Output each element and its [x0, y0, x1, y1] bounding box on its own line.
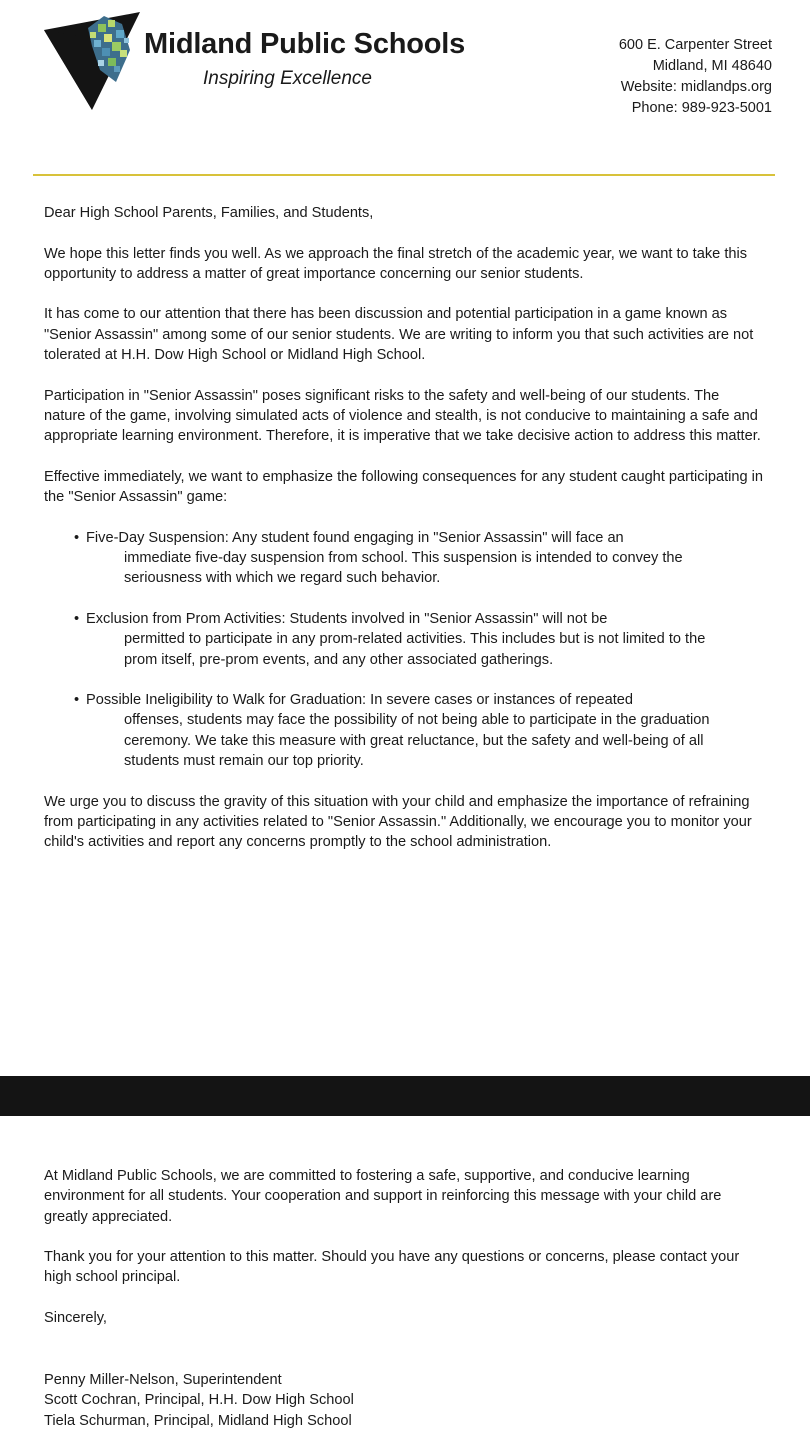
bullet-rest: immediate five-day suspension from school. This suspension is intended to convey the seriousness with which we regard such behavior.	[124, 550, 683, 587]
address-website: Website: midlandps.org	[620, 79, 772, 95]
address-city: Midland, MI 48640	[652, 58, 772, 74]
bullet-first-line: Possible Ineligibility to Walk for Graduation: In severe cases or instances of repeated	[86, 692, 634, 709]
bullet-first-line: Exclusion from Prom Activities: Students involved in "Senior Assassin" will not be	[86, 610, 608, 627]
list-item	[44, 528, 764, 589]
signatory-midland-principal: Tiela Schurman, Principal, Midland High School	[44, 1412, 352, 1429]
signature-block	[44, 1370, 354, 1431]
bullet-rest: offenses, students may face the possibility of not being able to participate in the graduation ceremony. We take this measure with great reluctance, but the safety and well-being of all students must remain our top priority.	[124, 712, 710, 770]
page-break-bar	[0, 1076, 810, 1116]
district-address-block	[619, 35, 772, 119]
paragraph-intro: We hope this letter finds you well. As we approach the final stretch of the academic year, we want to take this opportunity to address a matter of great importance concerning our senior students.	[44, 245, 748, 282]
paragraph-closing: We urge you to discuss the gravity of this situation with your child and emphasize the importance of refraining from participating in any activities related to "Senior Assassin." Additionally, we encourage you to monitor your child's activities and report any concerns promptly to the school administration.	[44, 793, 752, 851]
address-street: 600 E. Carpenter Street	[618, 37, 772, 53]
bullet-icon: •	[74, 529, 80, 546]
bullet-icon: •	[74, 692, 80, 709]
district-name: Midland Public Schools	[144, 28, 466, 60]
list-item	[44, 690, 764, 771]
paragraph-thanks: Thank you for your attention to this matter. Should you have any questions or concerns, please contact your high school principal.	[44, 1249, 740, 1286]
bullet-first-line: Five-Day Suspension: Any student found engaging in "Senior Assassin" will face an	[86, 529, 624, 546]
salutation: Dear High School Parents, Families, and Students,	[44, 205, 374, 221]
signatory-superintendent: Penny Miller-Nelson, Superintendent	[44, 1372, 282, 1388]
signatory-dow-principal: Scott Cochran, Principal, H.H. Dow High School	[44, 1392, 354, 1409]
district-tagline: Inspiring Excellence	[203, 68, 372, 89]
letter-page-two	[44, 1166, 764, 1349]
bullet-icon: •	[74, 610, 80, 627]
consequences-list	[44, 528, 764, 772]
signoff: Sincerely,	[44, 1310, 107, 1327]
paragraph-consequences-intro: Effective immediately, we want to emphasize the following consequences for any student caught participating in the "Senior Assassin" game:	[44, 468, 764, 506]
paragraph-attention: It has come to our attention that there has been discussion and potential participation in a game known as "Senior Assassin" among some of our senior students. We are writing to inform you that such activities are not tolerated at H.H. Dow High School or Midland High School.	[44, 306, 754, 364]
paragraph-risks: Participation in "Senior Assassin" poses significant risks to the safety and well-being of our students. The nature of the game, involving simulated acts of violence and stealth, is not conducive to maintaining a safe and appropriate learning environment. Therefore, it is imperative that we take decisive action to address this matter.	[44, 387, 761, 445]
letter-body	[44, 203, 764, 873]
bullet-rest: permitted to participate in any prom-related activities. This includes but is not limited to the prom itself, pre-prom events, and any other associated gatherings.	[124, 631, 706, 668]
header-divider	[33, 174, 775, 176]
address-phone: Phone: 989-923-5001	[631, 100, 772, 116]
paragraph-commitment: At Midland Public Schools, we are committed to fostering a safe, supportive, and conducive learning environment for all students. Your cooperation and support in reinforcing this message with your child are greatly appreciated.	[44, 1168, 722, 1225]
list-item	[44, 609, 764, 670]
district-logo-icon	[42, 10, 142, 112]
